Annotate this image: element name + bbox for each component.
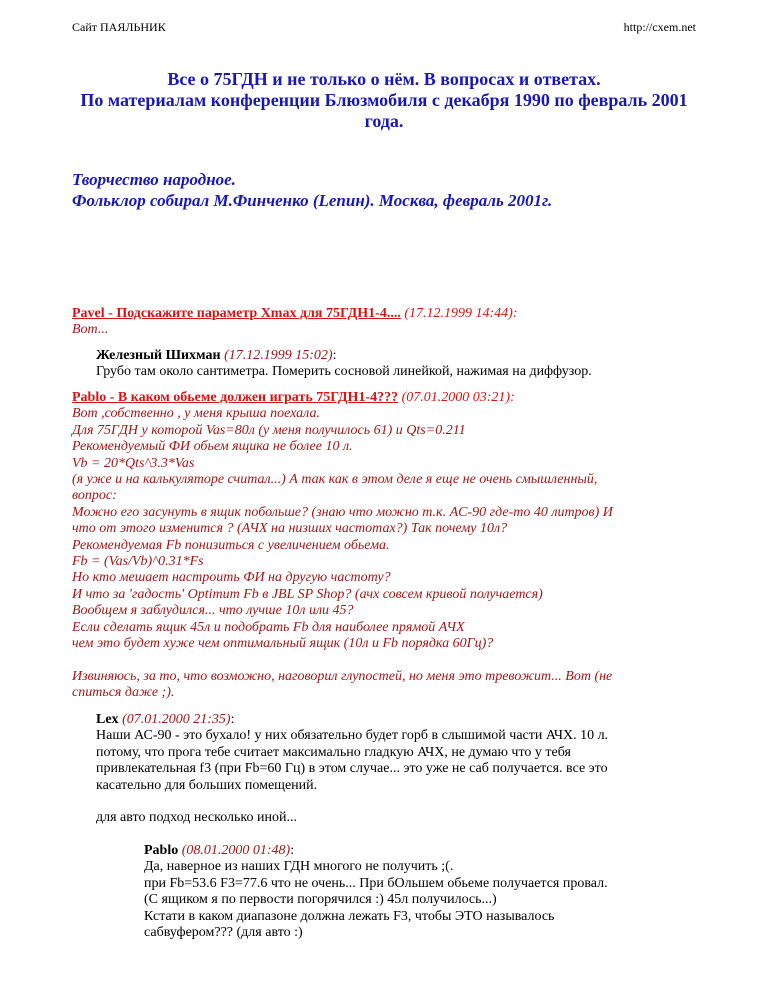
answer-header: Pablo (08.01.2000 01:48): xyxy=(144,843,295,858)
post-body xyxy=(72,322,702,338)
post-date: (17.12.1999 14:44): xyxy=(400,306,518,321)
answer-author: Pablo xyxy=(144,843,179,858)
answer-date: (07.01.2000 21:35) xyxy=(118,712,231,727)
post-line: спиться даже ;). xyxy=(72,685,175,701)
answer-line: сабвуфером??? (для авто :) xyxy=(144,925,303,941)
answer-header: Lex (07.01.2000 21:35): xyxy=(96,712,235,727)
post-topic-link[interactable]: Pablo - В каком обьеме должен играть 75ГДН1-4??? xyxy=(72,390,399,405)
answer xyxy=(144,843,724,941)
post-line: Рекомендуемая Fb понизиться с увеличением обьема. xyxy=(72,537,390,553)
answer-date: (17.12.1999 15:02) xyxy=(220,348,333,363)
answer-line: касательно для больших помещений. xyxy=(96,777,318,793)
answer-line: Да, наверное из наших ГДН многого не получить ;(. xyxy=(144,859,454,875)
answer-author: Lex xyxy=(96,712,119,727)
post-line: что от этого изменится ? (АЧХ на низших частотах?) Так почему 10л? xyxy=(72,521,508,537)
answer-line: Кстати в каком диапазоне должна лежать F3, чтобы ЭТО называлось xyxy=(144,908,555,924)
answer-line: Грубо там около сантиметра. Померить сосновой линейкой, нажимая на диффузор. xyxy=(96,364,592,380)
post-line: Рекомендуемый ФИ обьем ящика не более 10 л. xyxy=(72,439,353,455)
post-line: И что за 'гадость' Optimum Fb в JBL SP Shop? (ачх совсем кривой получается) xyxy=(72,586,543,602)
answer-author: Железный Шихман xyxy=(96,348,221,363)
post-line xyxy=(72,653,702,669)
post-line: Если сделать ящик 45л и подобрать Fb для наиболее прямой АЧХ xyxy=(72,619,465,635)
answer-header: Железный Шихман (17.12.1999 15:02): xyxy=(96,348,337,363)
post-line: (я уже и на калькуляторе считал...) А так как в этом деле я еще не очень смышленный, xyxy=(72,472,598,488)
answer xyxy=(96,712,716,827)
post-line: Vb = 20*Qts^3.3*Vas xyxy=(72,455,195,471)
post-line: чем это будет хуже чем оптимальный ящик (10л и Fb порядка 60Гц)? xyxy=(72,636,494,652)
post-line: Извиняюсь, за то, что возможно, наговорил глупостей, но меня это тревожит... Вот (не xyxy=(72,668,613,684)
title-line: По материалам конференции Блюзмобиля с декабря 1990 по февраль 2001 xyxy=(80,90,688,110)
post-line: Вот... xyxy=(72,322,109,338)
post-line: вопрос: xyxy=(72,488,117,504)
post-line: Вообщем я заблудился... что лучше 10л или 45? xyxy=(72,603,354,619)
answer-line: при Fb=53.6 F3=77.6 что не очень... При бОльшем обьеме получается провал. xyxy=(144,875,608,891)
answer-date: (08.01.2000 01:48) xyxy=(178,843,291,858)
post-line: Но кто мешает настроить ФИ на другую частоту? xyxy=(72,570,391,586)
post-line: Fb = (Vas/Vb)^0.31*Fs xyxy=(72,554,204,570)
document-title xyxy=(40,69,728,132)
post-header xyxy=(72,390,702,406)
title-line: Все о 75ГДН и не только о нём. В вопросах и ответах. xyxy=(167,69,601,89)
document-subtitle xyxy=(72,169,552,211)
title-line: года. xyxy=(364,111,404,131)
site-url: http://cxem.net xyxy=(623,20,696,34)
answer-line: для авто подход несколько иной... xyxy=(96,810,297,826)
post-line: Для 75ГДН у которой Vas=80л (у меня получилось 61) и Qts=0.211 xyxy=(72,422,466,438)
answer-line: (С ящиком я по первости погорячился :) 45л получилось...) xyxy=(144,892,497,908)
subtitle-line: Фольклор собирал М.Финченко (Lenин). Москва, февраль 2001г. xyxy=(72,191,553,210)
post-date: (07.01.2000 03:21): xyxy=(398,390,515,405)
forum-post xyxy=(72,306,702,339)
post-line: Вот ,собственно , у меня крыша поехала. xyxy=(72,406,320,422)
post-topic-link[interactable]: Pavel - Подскажите параметр Xmax для 75ГДН1-4.... xyxy=(72,306,401,321)
post-header xyxy=(72,306,702,322)
forum-post xyxy=(72,390,702,702)
post-body xyxy=(72,406,702,701)
subtitle-line: Творчество народное. xyxy=(72,170,236,189)
answer xyxy=(96,348,716,381)
post-line: Можно его засунуть в ящик побольше? (знаю что можно т.к. AC-90 где-то 40 литров) И xyxy=(72,504,613,520)
answer-line: привлекательная f3 (при Fb=60 Гц) в этом случае... это уже не саб получается. все это xyxy=(96,761,608,777)
answer-line xyxy=(96,794,716,810)
answer-line: Наши АС-90 - это бухало! у них обязательно будет горб в слышимой части АЧХ. 10 л. xyxy=(96,728,609,744)
answer-line: потому, что прога тебе считает максимально гладкую АЧХ, не думаю что у тебя xyxy=(96,744,571,760)
site-name: Сайт ПАЯЛЬНИК xyxy=(72,20,166,34)
